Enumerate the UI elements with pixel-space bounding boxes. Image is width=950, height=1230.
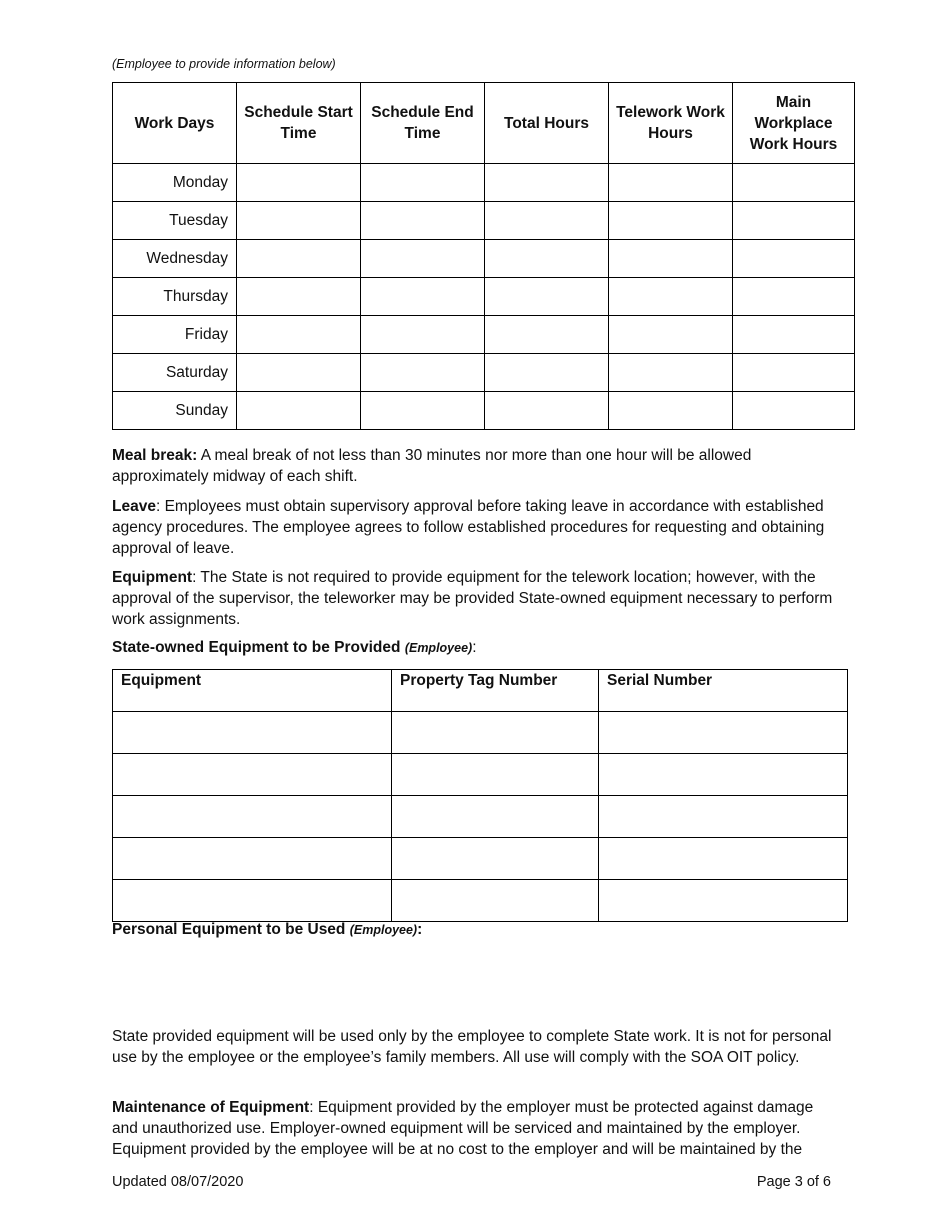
telework-hours-cell[interactable] (609, 240, 733, 278)
schedule-row-saturday (113, 354, 855, 392)
total-hours-cell[interactable] (485, 164, 609, 202)
main-workplace-hours-cell[interactable] (733, 278, 855, 316)
property-tag-cell[interactable] (392, 838, 599, 880)
total-hours-cell[interactable] (485, 202, 609, 240)
serial-number-cell[interactable] (599, 796, 848, 838)
day-label: Tuesday (113, 202, 237, 240)
serial-number-cell[interactable] (599, 712, 848, 754)
maintenance-paragraph (112, 1097, 842, 1160)
telework-hours-cell[interactable] (609, 392, 733, 430)
serial-number-cell[interactable] (599, 838, 848, 880)
header-schedule-end-time: Schedule End Time (361, 83, 485, 164)
day-label: Monday (113, 164, 237, 202)
start-time-cell[interactable] (237, 392, 361, 430)
property-tag-cell[interactable] (392, 754, 599, 796)
start-time-cell[interactable] (237, 278, 361, 316)
equipment-cell[interactable] (113, 712, 392, 754)
main-workplace-hours-cell[interactable] (733, 392, 855, 430)
end-time-cell[interactable] (361, 278, 485, 316)
equipment-header-row (113, 670, 848, 712)
telework-hours-cell[interactable] (609, 202, 733, 240)
maintenance-text: : Equipment provided by the employer must be protected against damage and unauthorized use. Employer-owned equipment will be serviced and maintained by the employer. Equipment provided by the employee will be at no cost to the employer and will be maintained by the (112, 1099, 814, 1158)
footer-page-number: Page 3 of 6 (756, 1174, 831, 1190)
leave-label: Leave (112, 498, 156, 515)
property-tag-cell[interactable] (392, 880, 599, 922)
meal-break-paragraph (112, 445, 842, 487)
meal-break-label: Meal break: (112, 447, 198, 464)
meal-break-text: A meal break of not less than 30 minutes nor more than one hour will be allowed approximately midway of each shift. (112, 447, 752, 485)
property-tag-cell[interactable] (392, 796, 599, 838)
total-hours-cell[interactable] (485, 392, 609, 430)
serial-number-cell[interactable] (599, 880, 848, 922)
schedule-row-tuesday (113, 202, 855, 240)
day-label: Thursday (113, 278, 237, 316)
header-equipment: Equipment (113, 670, 392, 712)
main-workplace-hours-cell[interactable] (733, 164, 855, 202)
equipment-row (113, 880, 848, 922)
end-time-cell[interactable] (361, 164, 485, 202)
day-label: Wednesday (113, 240, 237, 278)
personal-equipment-title: Personal Equipment to be Used (112, 921, 350, 938)
start-time-cell[interactable] (237, 316, 361, 354)
end-time-cell[interactable] (361, 354, 485, 392)
property-tag-cell[interactable] (392, 712, 599, 754)
work-schedule-table (112, 82, 855, 430)
header-total-hours: Total Hours (485, 83, 609, 164)
start-time-cell[interactable] (237, 240, 361, 278)
equipment-cell[interactable] (113, 880, 392, 922)
personal-equipment-colon: : (417, 921, 423, 938)
equipment-row (113, 754, 848, 796)
equipment-cell[interactable] (113, 754, 392, 796)
day-label: Saturday (113, 354, 237, 392)
state-use-paragraph: State provided equipment will be used only by the employee to complete State work. It is not for personal use by the employee or the employee’s family members. All use will comply with the SOA OIT policy. (112, 1028, 832, 1066)
start-time-cell[interactable] (237, 354, 361, 392)
state-equipment-table (112, 669, 848, 922)
day-label: Sunday (113, 392, 237, 430)
main-workplace-hours-cell[interactable] (733, 316, 855, 354)
main-workplace-hours-cell[interactable] (733, 354, 855, 392)
header-telework-work-hours: Telework Work Hours (609, 83, 733, 164)
schedule-row-thursday (113, 278, 855, 316)
leave-paragraph (112, 496, 842, 559)
main-workplace-hours-cell[interactable] (733, 202, 855, 240)
maintenance-label: Maintenance of Equipment (112, 1099, 310, 1116)
end-time-cell[interactable] (361, 392, 485, 430)
equipment-row (113, 838, 848, 880)
personal-equipment-note: (Employee) (349, 923, 418, 937)
equipment-row (113, 712, 848, 754)
header-property-tag-number: Property Tag Number (392, 670, 599, 712)
telework-hours-cell[interactable] (609, 278, 733, 316)
schedule-row-wednesday (113, 240, 855, 278)
leave-text: : Employees must obtain supervisory approval before taking leave in accordance with established agency procedures. The employee agrees to follow established procedures for requesting and obtaining approval of leave. (112, 498, 825, 557)
state-equipment-heading (112, 639, 477, 657)
employee-info-note: (Employee to provide information below) (112, 57, 336, 71)
equipment-paragraph (112, 567, 842, 630)
equipment-label: Equipment (112, 569, 193, 586)
schedule-row-friday (113, 316, 855, 354)
total-hours-cell[interactable] (485, 240, 609, 278)
header-serial-number: Serial Number (599, 670, 848, 712)
header-work-days: Work Days (113, 83, 237, 164)
footer-updated-date: Updated 08/07/2020 (112, 1174, 244, 1190)
header-main-workplace-work-hours: Main Workplace Work Hours (733, 83, 855, 164)
schedule-header-row (113, 83, 855, 164)
state-equipment-title: State-owned Equipment to be Provided (112, 639, 405, 656)
equipment-cell[interactable] (113, 838, 392, 880)
start-time-cell[interactable] (237, 202, 361, 240)
serial-number-cell[interactable] (599, 754, 848, 796)
state-equipment-note: (Employee) (404, 641, 473, 655)
personal-equipment-heading (112, 921, 422, 939)
telework-hours-cell[interactable] (609, 354, 733, 392)
telework-hours-cell[interactable] (609, 316, 733, 354)
total-hours-cell[interactable] (485, 278, 609, 316)
telework-hours-cell[interactable] (609, 164, 733, 202)
equipment-row (113, 796, 848, 838)
start-time-cell[interactable] (237, 164, 361, 202)
schedule-row-sunday (113, 392, 855, 430)
day-label: Friday (113, 316, 237, 354)
schedule-row-monday (113, 164, 855, 202)
end-time-cell[interactable] (361, 202, 485, 240)
end-time-cell[interactable] (361, 316, 485, 354)
equipment-cell[interactable] (113, 796, 392, 838)
main-workplace-hours-cell[interactable] (733, 240, 855, 278)
total-hours-cell[interactable] (485, 316, 609, 354)
total-hours-cell[interactable] (485, 354, 609, 392)
equipment-text: : The State is not required to provide equipment for the telework location; however, with the approval of the supervisor, the teleworker may be provided State-owned equipment necessary to perform work assignments. (112, 569, 833, 628)
header-schedule-start-time: Schedule Start Time (237, 83, 361, 164)
end-time-cell[interactable] (361, 240, 485, 278)
state-equipment-colon: : (472, 639, 477, 656)
